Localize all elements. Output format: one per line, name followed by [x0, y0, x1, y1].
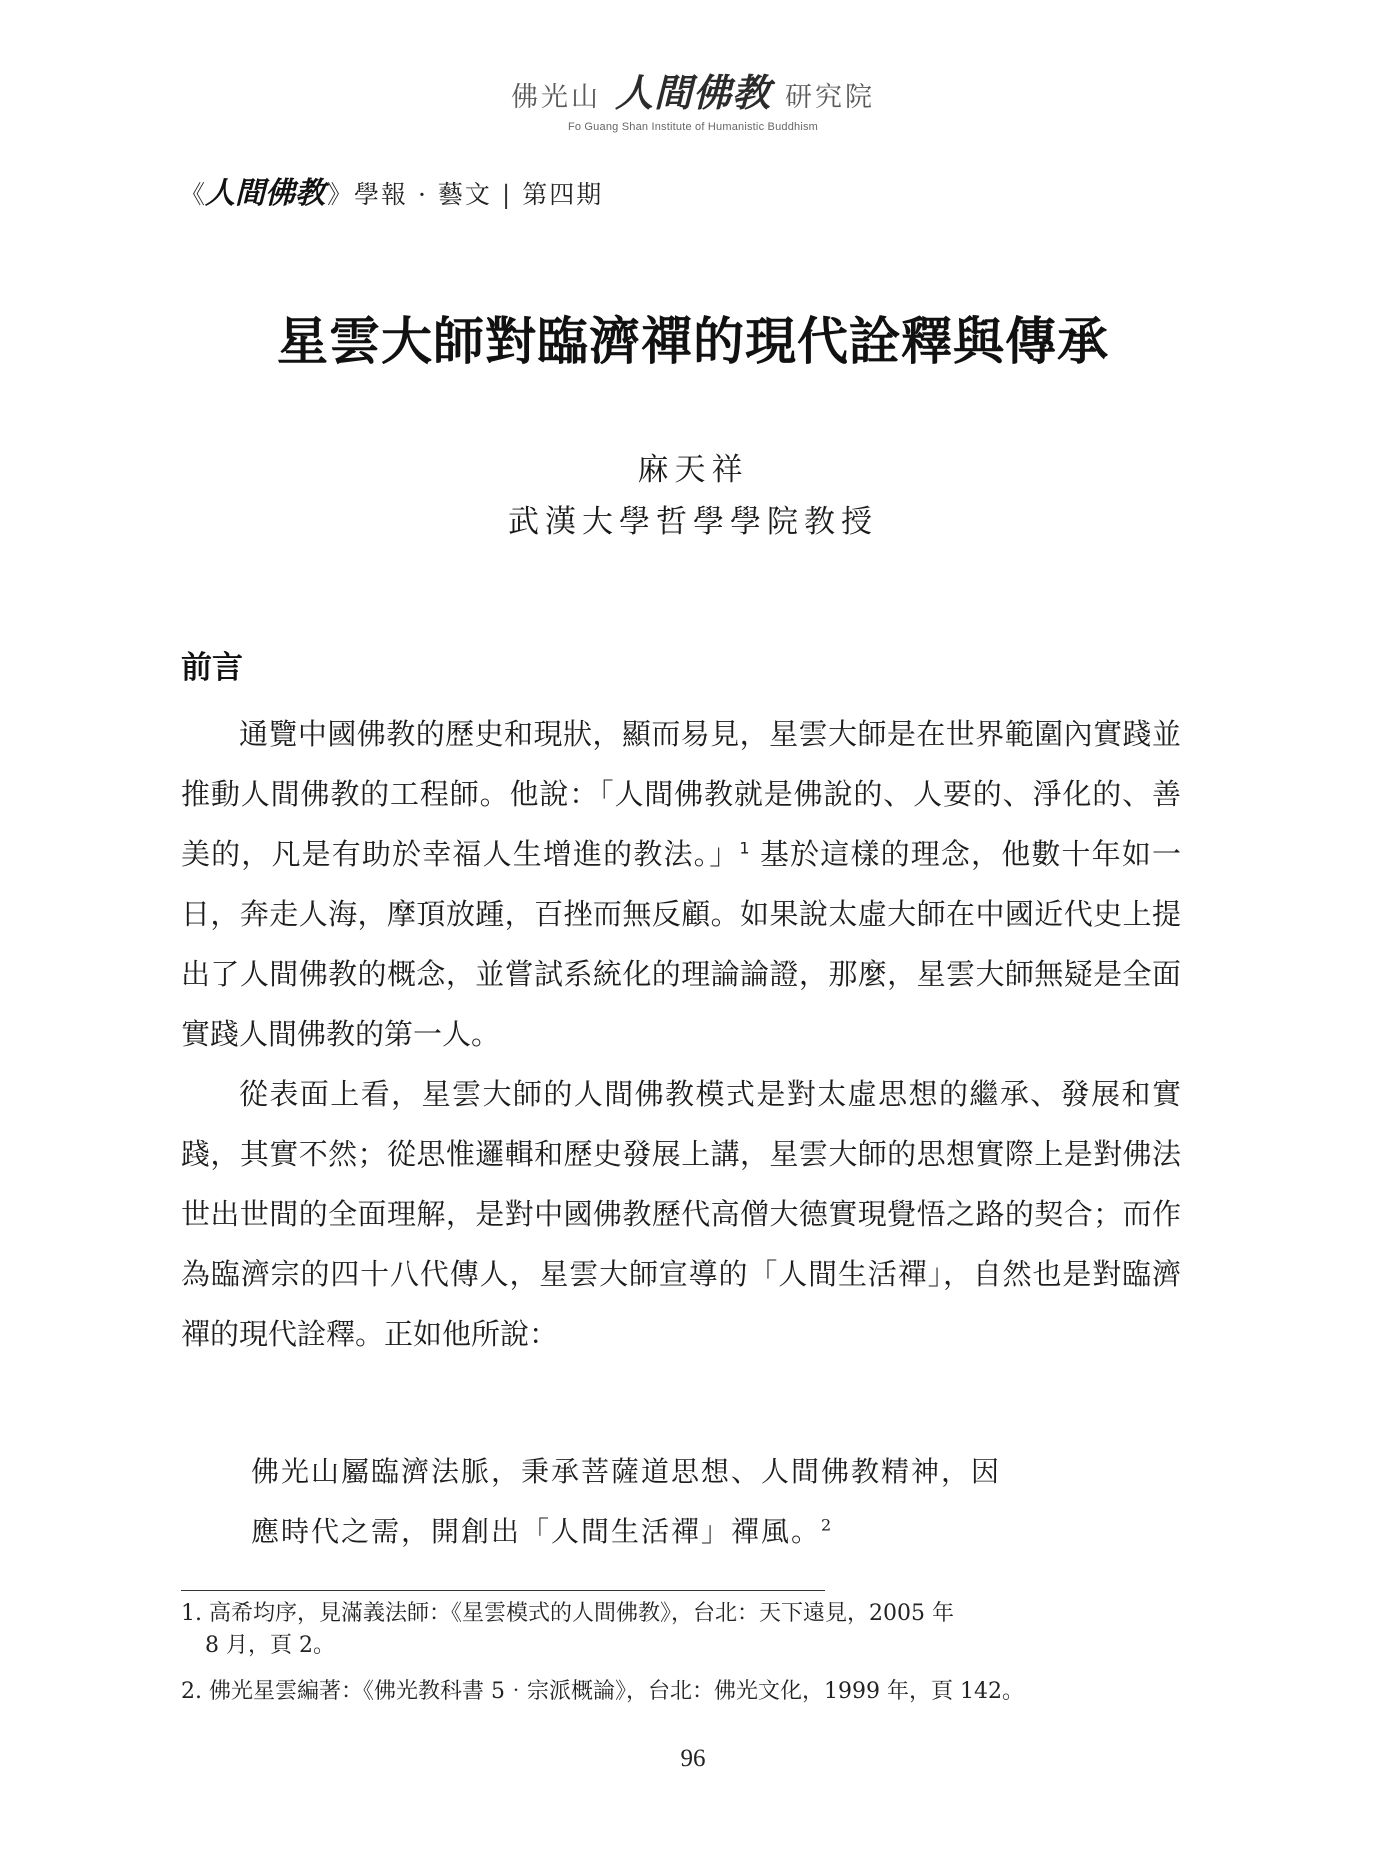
footnote-1-line-1: 1. 高希均序，見滿義法師：《星雲模式的人間佛教》，台北：天下遠見，2005 年 [181, 1601, 954, 1626]
block-quote [251, 1442, 1121, 1562]
institute-brand-logo: 人間佛教 [614, 71, 771, 115]
quote-line-1: 佛光山屬臨濟法脈，秉承菩薩道思想、人間佛教精神，因 [251, 1455, 1002, 1488]
article-author: 麻天祥 [637, 452, 749, 488]
paragraph-1-text-b: 基於這樣的理念，他數十年如一日，奔走人海，摩頂放踵，百挫而無反顧。如果說太虛大師在中國近代史上提出了人間佛教的概念，並嘗試系統化的理論論證，那麼，星雲大師無疑是全面實踐人間佛教的第一人。 [181, 837, 1181, 1051]
footnote-ref-2: 2 [821, 1515, 834, 1535]
footnote-2: 2. 佛光星雲編著：《佛光教科書 5‧宗派概論》，台北：佛光文化，1999 年，頁 142。 [181, 1679, 1024, 1704]
footnote-1-line-2: 8 月，頁 2。 [205, 1633, 335, 1658]
journal-separator: | [501, 180, 511, 209]
quote-line-2: 應時代之需，開創出「人間生活禪」禪風。 [251, 1515, 822, 1548]
journal-issue: 第四期 [522, 180, 604, 209]
institute-header [0, 62, 1386, 133]
institute-prefix: 佛光山 [510, 82, 601, 113]
journal-open-bracket: 《 [180, 180, 206, 209]
footnote-ref-1: 1 [739, 838, 750, 858]
article-title: 星雲大師對臨濟禪的現代詮釋與傳承 [276, 313, 1109, 372]
institute-suffix: 研究院 [785, 82, 875, 113]
footnote-divider [181, 1590, 825, 1591]
institute-english-name: Fo Guang Shan Institute of Humanistic Buddhism [567, 121, 819, 133]
paragraph-2: 從表面上看，星雲大師的人間佛教模式是對太虛思想的繼承、發展和實踐，其實不然；從思惟邏輯和歷史發展上講，星雲大師的思想實際上是對佛法世出世間的全面理解，是對中國佛教歷代高僧大德實現覺悟之路的契合；而作為臨濟宗的四十八代傳人，星雲大師宣導的「人間生活禪」，自然也是對臨濟禪的現代詮釋。正如他所說： [181, 1077, 1181, 1351]
footnote-1 [181, 1598, 1181, 1662]
paragraph-1-text-a: 通覽中國佛教的歷史和現狀，顯而易見，星雲大師是在世界範圍內實踐並推動人間佛教的工程師。他說：「人間佛教就是佛說的、人要的、淨化的、善美的，凡是有助於幸福人生增進的教法。」 [181, 717, 1181, 871]
section-heading: 前言 [181, 650, 243, 686]
quote-line-2-wrap [251, 1502, 1121, 1562]
article-body [181, 704, 1181, 1364]
page-number: 96 [680, 1745, 706, 1772]
footnotes [181, 1598, 1181, 1708]
journal-name-section: 》學報 · 藝文 [327, 180, 492, 209]
author-affiliation: 武漢大學哲學學院教授 [508, 504, 878, 540]
paragraph-1 [181, 704, 1181, 1064]
journal-brand: 人間佛教 [205, 176, 326, 211]
institute-logo-line [511, 62, 875, 117]
journal-running-header [180, 168, 603, 212]
